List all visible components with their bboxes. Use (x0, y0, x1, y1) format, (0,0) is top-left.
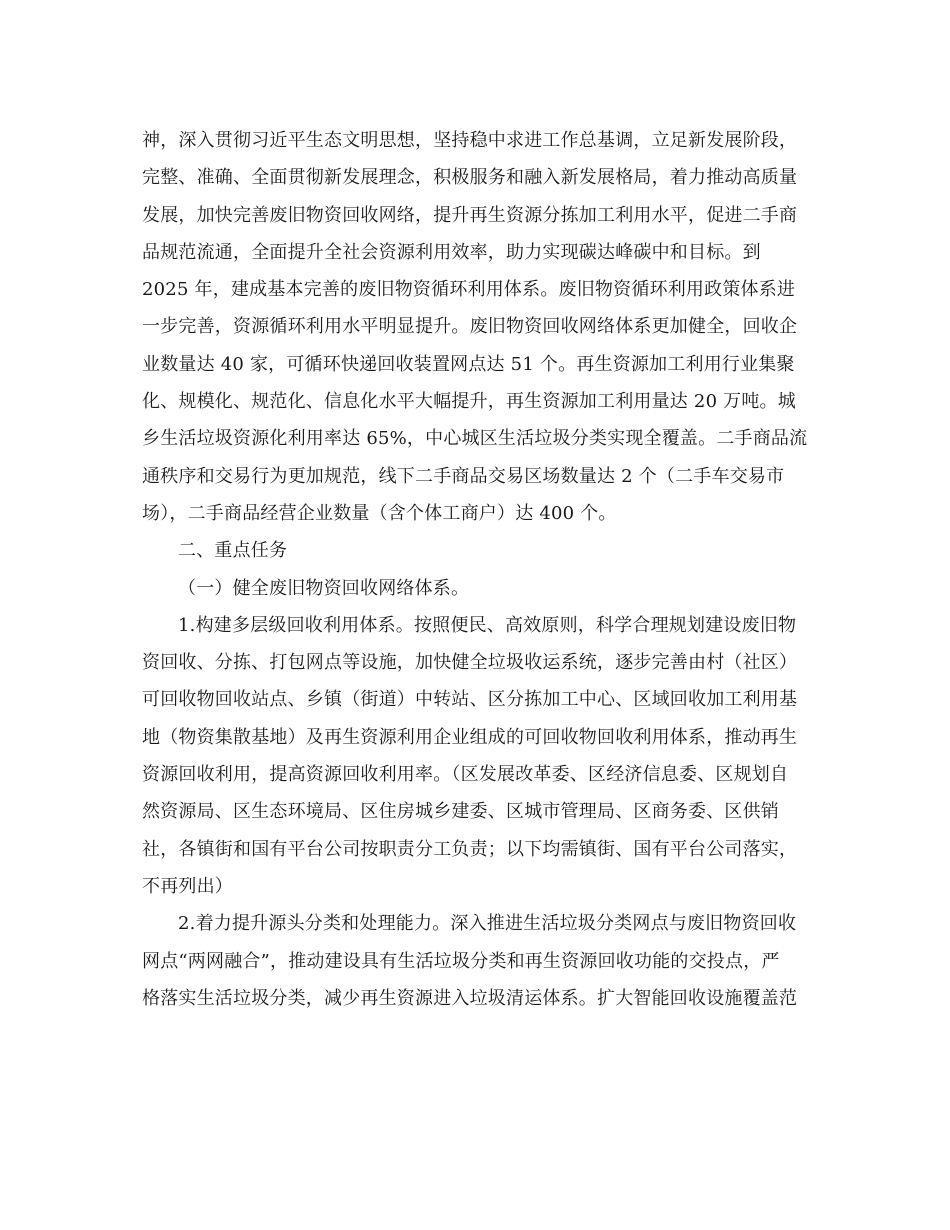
text-line: 网点“两网融合”，推动建设具有生活垃圾分类和再生资源回收功能的交投点，严 (142, 950, 780, 972)
paragraph-item-1 (142, 607, 810, 905)
text-line: 社，各镇街和国有平台公司按职责分工负责；以下均需镇街、国有平台公司落实， (142, 838, 798, 860)
text-line: 然资源局、区生态环境局、区住房城乡建委、区城市管理局、区商务委、区供销 (142, 801, 779, 823)
paragraph-intro (142, 122, 810, 532)
text-line: 格落实生活垃圾分类，减少再生资源进入垃圾清运体系。扩大智能回收设施覆盖范 (142, 987, 798, 1009)
text-line: 2025 年，建成基本完善的废旧物资循环利用体系。废旧物资循环利用政策体系进 (142, 279, 796, 301)
text-line: 1.构建多层级回收利用体系。按照便民、高效原则，科学合理规划建设废旧物 (178, 614, 797, 636)
text-line: 发展，加快完善废旧物资回收网络，提升再生资源分拣加工利用水平，促进二手商 (142, 204, 798, 226)
text-line: 通秩序和交易行为更加规范，线下二手商品交易区场数量达 2 个（二手车交易市 (142, 465, 785, 487)
text-line: 地（物资集散基地）及再生资源利用企业组成的可回收物回收利用体系，推动再生 (142, 726, 798, 748)
text-line: 业数量达 40 家，可循环快递回收装置网点达 51 个。再生资源加工利用行业集聚 (142, 353, 795, 375)
text-line: 可回收物回收站点、乡镇（街道）中转站、区分拣加工中心、区域回收加工利用基 (142, 689, 798, 711)
text-line: 一步完善，资源循环利用水平明显提升。废旧物资回收网络体系更加健全，回收企 (142, 316, 798, 338)
subheading-recycling-network: （一）健全废旧物资回收网络体系。 (178, 577, 470, 599)
text-line: 场），二手商品经营企业数量（含个体工商户）达 400 个。 (142, 502, 617, 524)
text-line: 乡生活垃圾资源化利用率达 65%，中心城区生活垃圾分类实现全覆盖。二手商品流 (142, 428, 808, 450)
section-heading (142, 532, 810, 569)
text-line: 资源回收利用，提高资源回收利用率。（区发展改革委、区经济信息委、区规划自 (142, 764, 789, 786)
document-body (142, 122, 810, 1017)
text-line: 2.着力提升源头分类和处理能力。深入推进生活垃圾分类网点与废旧物资回收 (178, 913, 797, 935)
text-line: 神，深入贯彻习近平生态文明思想，坚持稳中求进工作总基调，立足新发展阶段， (142, 130, 798, 151)
paragraph-item-2 (142, 905, 810, 1017)
subsection-heading (142, 570, 810, 607)
text-line: 品规范流通，全面提升全社会资源利用效率，助力实现碳达峰碳中和目标。到 (142, 241, 761, 263)
text-line: 不再列出） (142, 875, 233, 897)
heading-key-tasks: 二、重点任务 (178, 540, 288, 562)
text-line: 资回收、分拣、打包网点等设施，加快健全垃圾收运系统，逐步完善由村（社区） (142, 652, 798, 674)
text-line: 化、规模化、规范化、信息化水平大幅提升，再生资源加工利用量达 20 万吨。城 (142, 391, 796, 413)
text-line: 完整、准确、全面贯彻新发展理念，积极服务和融入新发展格局，着力推动高质量 (142, 167, 798, 189)
